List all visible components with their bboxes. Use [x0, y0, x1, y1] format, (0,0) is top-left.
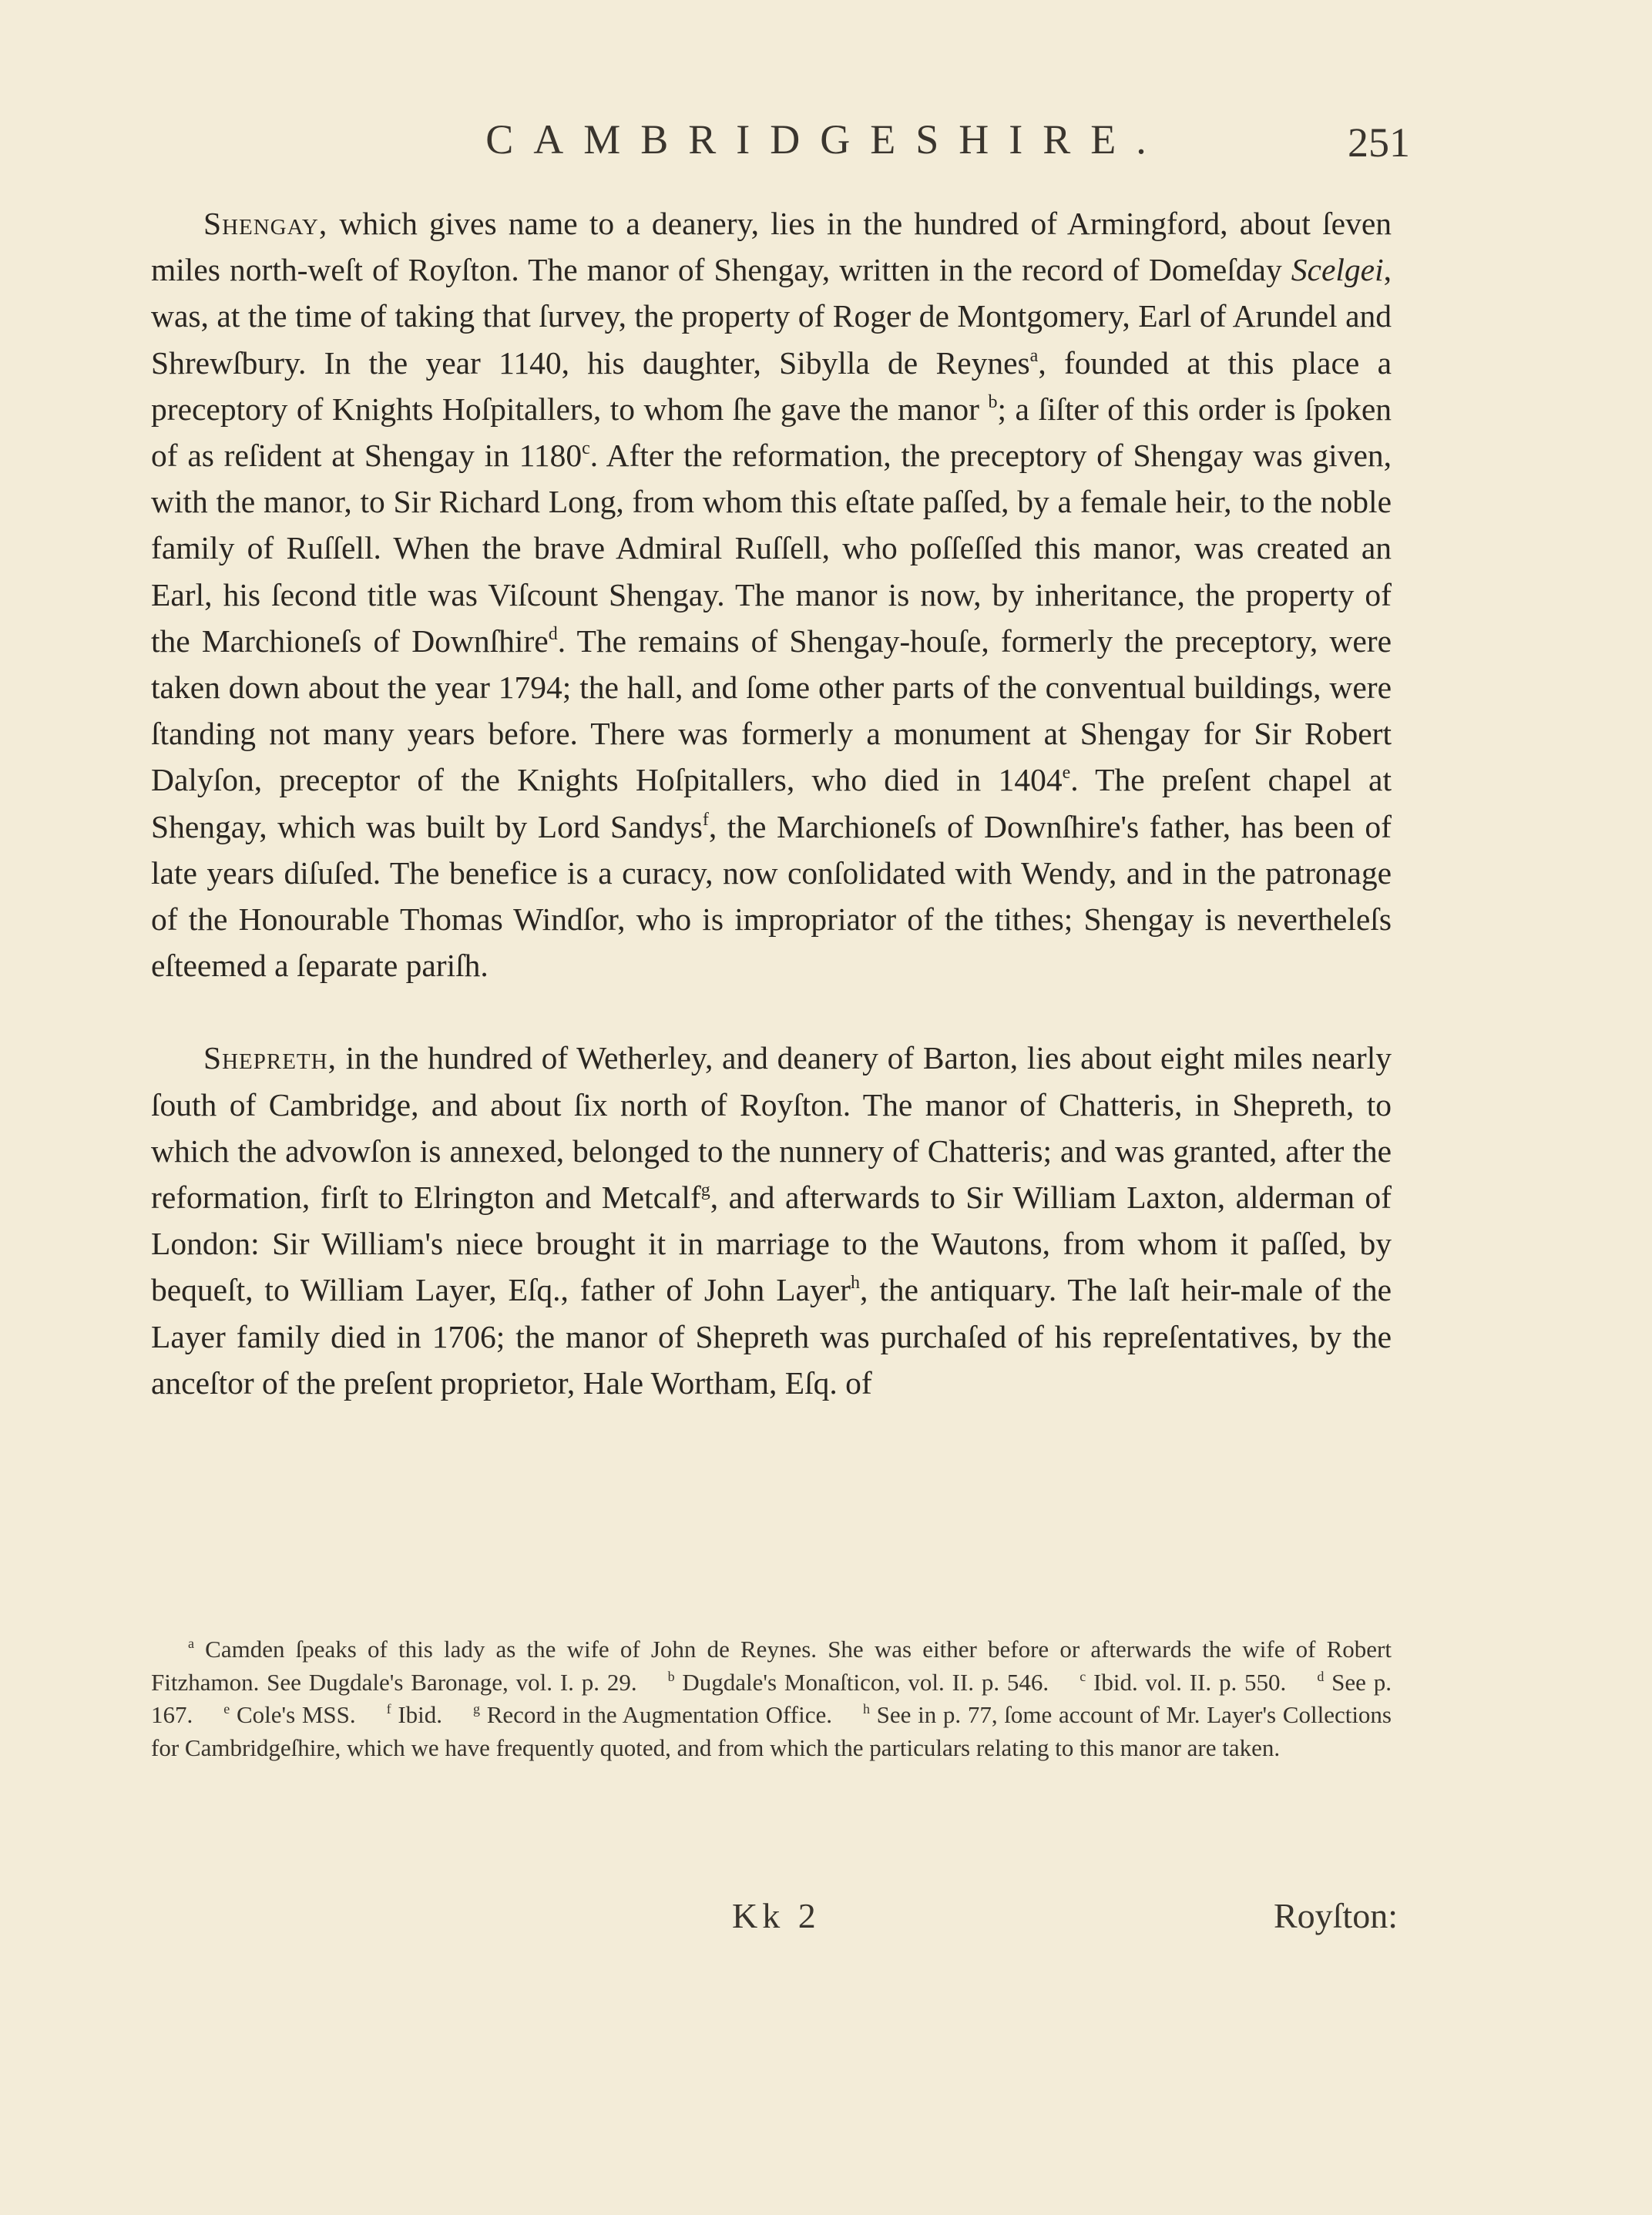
text-run: See in p. 77, ſome account of Mr. Layer's Collections for Cambridgeſhire, which we have frequently quoted, and from which the particulars relating to this manor are taken.	[151, 1701, 1392, 1761]
text-run: , and afterwards to Sir William Laxton, alderman of London: Sir William's niece brought it in marriage to the Wautons, from whom it paſſed, by bequeſt, to William Layer, Eſq., father of John Layer	[151, 1180, 1392, 1308]
text-run: . The remains of Shengay-houſe, formerly the preceptory, were taken down about the year 1794; the hall, and ſome other parts of the conventual buildings, were ſtanding not many years before. There was formerly a monument at Shengay for Sir Robert Dalyſon, preceptor of the Knights Hoſpitallers, who died in 1404	[151, 623, 1392, 798]
footnote-marker: h	[862, 1701, 870, 1717]
italic-text: Scelgei	[1291, 252, 1384, 288]
place-name-heading: Shepreth,	[203, 1040, 337, 1076]
text-run: Record in the Augmentation Office.	[480, 1701, 832, 1728]
paragraph-text	[151, 206, 1392, 983]
footnote-marker: b	[988, 391, 998, 412]
paragraph-shengay	[151, 200, 1392, 988]
text-run: See p. 167.	[151, 1668, 1392, 1728]
footnote-marker: h	[850, 1273, 860, 1294]
text-run: ; a ſiſter of this order is ſpoken of as reſident at Shengay in 1180	[151, 391, 1392, 474]
text-run: which gives name to a deanery, lies in the hundred of Armingford, about ſeven miles north-weſt of Royſton. The manor of Shengay, written in the record of Domeſday	[151, 206, 1392, 288]
text-run: Ibid.	[391, 1701, 443, 1728]
text-run: , was, at the time of taking that ſurvey, the property of Roger de Montgomery, Earl of Arundel and Shrewſbury. In the year 1140, his daughter, Sibylla de Reynes	[151, 252, 1392, 381]
text-run: , the Marchioneſs of Downſhire's father, has been of late years diſuſed. The benefice is a curacy, now conſolidated with Wendy, and in the patronage of the Honourable Thomas Windſor, who is impropriator of the tithes; Shengay is nevertheleſs eſteemed a ſeparate pariſh.	[151, 808, 1392, 984]
footnotes	[151, 1633, 1392, 1764]
text-run: Camden ſpeaks of this lady as the wife of John de Reynes. She was either before or afterwards the wife of Robert Fitzhamon. See Dugdale's Baronage, vol. I. p. 29.	[151, 1636, 1392, 1696]
text-run: , the antiquary. The laſt heir-male of the Layer family died in 1706; the manor of Shepreth was purchaſed of his repreſentatives, by the anceſtor of the preſent proprietor, Hale Wortham, Eſq. of	[151, 1272, 1392, 1401]
page-number: 251	[1348, 119, 1410, 166]
text-run: Dugdale's Monaſticon, vol. II. p. 546.	[674, 1668, 1049, 1696]
catchword: Royſton:	[1273, 1896, 1398, 1935]
footnote-marker: a	[188, 1636, 194, 1651]
footnote-marker: b	[667, 1668, 675, 1684]
body-text	[151, 200, 1392, 1406]
footnote-marker: a	[1029, 345, 1039, 366]
text-run: . The preſent chapel at Shengay, which was built by Lord Sandys	[151, 762, 1392, 844]
text-run: Ibid. vol. II. p. 550.	[1086, 1668, 1287, 1696]
signature-mark: Kk 2	[732, 1896, 821, 1935]
running-title: CAMBRIDGESHIRE.	[485, 116, 1167, 163]
text-run: Cole's MSS.	[230, 1701, 356, 1728]
footnote-marker: f	[386, 1701, 391, 1717]
footnote-marker: d	[548, 623, 558, 644]
footnote-marker: c	[1080, 1668, 1086, 1684]
footnote-marker: c	[582, 438, 590, 459]
footnote-marker: d	[1317, 1668, 1325, 1684]
footnote-marker: g	[473, 1701, 481, 1717]
paragraph-text	[151, 1040, 1392, 1400]
place-name-heading: Shengay,	[203, 206, 328, 241]
text-run: , founded at this place a preceptory of Knights Hoſpitallers, to whom ſhe gave the manor	[151, 344, 1392, 427]
paragraph-shepreth	[151, 1035, 1392, 1406]
footnote-marker: e	[1062, 763, 1071, 784]
footnote-marker: g	[700, 1180, 710, 1201]
page-footer	[0, 1895, 1652, 1941]
text-run: . After the reformation, the preceptory of Shengay was given, with the manor, to Sir Richard Long, from whom this eſtate paſſed, by a female heir, to the noble family of Ruſſell. When the brave Admiral Ruſſell, who poſſeſſed this manor, was created an Earl, his ſecond title was Viſcount Shengay. The manor is now, by inheritance, the property of the Marchioneſs of Downſhire	[151, 438, 1392, 659]
footnote-marker: f	[702, 809, 709, 830]
page-header	[0, 116, 1652, 177]
text-run: in the hundred of Wetherley, and deanery of Barton, lies about eight miles nearly ſouth of Cambridge, and about ſix north of Royſton. The manor of Chatteris, in Shepreth, to which the advowſon is annexed, belonged to the nunnery of Chatteris; and was granted, after the reformation, firſt to Elrington and Metcalf	[151, 1040, 1392, 1216]
footnote-marker: e	[223, 1701, 230, 1717]
footnote-block	[151, 1633, 1392, 1764]
